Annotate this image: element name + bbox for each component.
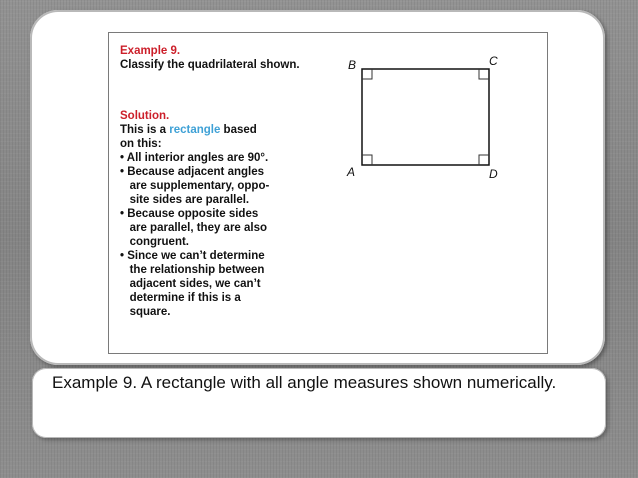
bullet-line: • Because adjacent angles	[120, 166, 265, 178]
right-angle-mark-d	[479, 155, 489, 165]
right-angle-mark-b	[362, 69, 372, 79]
bullet-line: the relationship between	[120, 264, 265, 276]
rectangle-shape	[362, 69, 489, 165]
bullet-line: square.	[120, 306, 171, 318]
bullet-line: site sides are parallel.	[120, 194, 250, 206]
bullet-line: • All interior angles are 90°.	[120, 152, 269, 164]
bullet-line: determine if this is a	[120, 292, 241, 304]
bullet-line: • Since we can’t determine	[120, 250, 265, 262]
vertex-label-c: C	[489, 54, 498, 68]
vertex-label-a: A	[347, 165, 356, 179]
solution-line-1: This is a rectangle based	[120, 124, 257, 136]
caption-text: Example 9. A rectangle with all angle measures shown numerically.	[52, 373, 557, 392]
bullet-line: are supplementary, oppo-	[120, 180, 270, 192]
rectangle-figure	[109, 33, 547, 353]
caption-box	[32, 368, 606, 438]
bullet-line: are parallel, they are also	[120, 222, 268, 234]
vertex-label-b: B	[348, 58, 357, 72]
bullet-line: congruent.	[120, 236, 189, 248]
right-angle-mark-a	[362, 155, 372, 165]
right-angle-mark-c	[479, 69, 489, 79]
solution-heading: Solution.	[120, 110, 170, 122]
rectangle-highlight: rectangle	[169, 124, 221, 136]
solution-line-2: on this:	[120, 138, 162, 150]
example-title: Example 9.	[120, 45, 181, 57]
example-prompt: Classify the quadrilateral shown.	[120, 59, 300, 71]
bullet-line: • Because opposite sides	[120, 208, 259, 220]
vertex-label-d: D	[489, 167, 498, 181]
example-panel	[108, 32, 548, 354]
bullet-line: adjacent sides, we can’t	[120, 278, 261, 290]
